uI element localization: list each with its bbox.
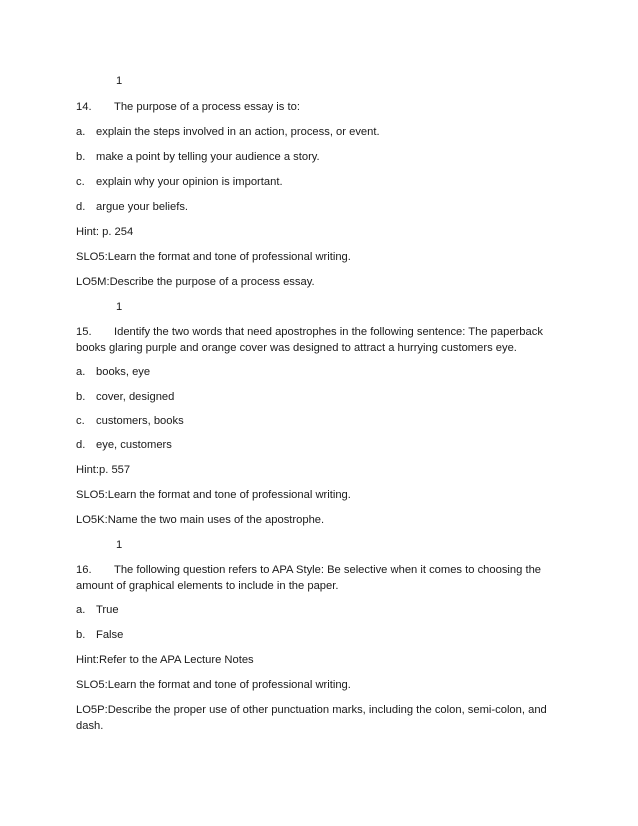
option-text: explain the steps involved in an action, process, or event.: [96, 126, 380, 138]
hint-text: Hint: p. 254: [76, 226, 134, 238]
question-number: 15.: [76, 326, 92, 338]
question-text-continued: books glaring purple and orange cover was designed to attract a hurrying customers eye.: [76, 342, 517, 354]
option-text: False: [96, 629, 124, 641]
answer-option: [76, 149, 538, 165]
option-text: argue your beliefs.: [96, 201, 189, 213]
option-letter: b.: [76, 151, 86, 163]
answer-option: [76, 199, 538, 215]
option-text: eye, customers: [96, 439, 172, 451]
lo-text: LO5M:Describe the purpose of a process essay.: [76, 276, 315, 288]
question-stem: [76, 324, 543, 340]
question-text: Identify the two words that need apostrophes in the following sentence: The paperback: [114, 326, 543, 338]
lo-text-continued: dash.: [76, 720, 104, 732]
option-text: explain why your opinion is important.: [96, 176, 283, 188]
question-number: 14.: [76, 101, 92, 113]
option-letter: b.: [76, 629, 86, 641]
page-marker: 1: [116, 301, 123, 313]
option-text: make a point by telling your audience a story.: [96, 151, 320, 163]
option-letter: a.: [76, 126, 86, 138]
lo-text: LO5K:Name the two main uses of the apostrophe.: [76, 514, 325, 526]
option-text: books, eye: [96, 366, 151, 378]
slo-text: SLO5:Learn the format and tone of professional writing.: [76, 679, 351, 691]
question-stem: [76, 562, 542, 578]
option-letter: a.: [76, 366, 86, 378]
option-text: customers, books: [96, 415, 184, 427]
page-marker: 1: [116, 539, 123, 551]
option-text: cover, designed: [96, 391, 175, 403]
hint-text: Hint:Refer to the APA Lecture Notes: [76, 654, 254, 666]
question-stem: [76, 99, 538, 115]
answer-option: [76, 602, 538, 618]
slo-text: SLO5:Learn the format and tone of professional writing.: [76, 489, 351, 501]
answer-option: [76, 413, 538, 429]
page-marker: 1: [116, 75, 123, 87]
slo-text: SLO5:Learn the format and tone of professional writing.: [76, 251, 351, 263]
answer-option: [76, 437, 538, 453]
option-letter: d.: [76, 439, 86, 451]
answer-option: [76, 174, 538, 190]
option-letter: a.: [76, 604, 86, 616]
question-text: The purpose of a process essay is to:: [114, 101, 300, 113]
hint-text: Hint:p. 557: [76, 464, 131, 476]
question-number: 16.: [76, 564, 92, 576]
answer-option: [76, 364, 538, 380]
question-text: The following question refers to APA Style: Be selective when it comes to choosing the: [114, 564, 542, 576]
option-text: True: [96, 604, 119, 616]
question-text-continued: amount of graphical elements to include in the paper.: [76, 580, 339, 592]
option-letter: b.: [76, 391, 86, 403]
answer-option: [76, 627, 538, 643]
answer-option: [76, 389, 538, 405]
answer-option: [76, 124, 538, 140]
option-letter: d.: [76, 201, 86, 213]
option-letter: c.: [76, 176, 85, 188]
option-letter: c.: [76, 415, 85, 427]
lo-text: LO5P:Describe the proper use of other punctuation marks, including the colon, semi-colon, and: [76, 704, 547, 716]
